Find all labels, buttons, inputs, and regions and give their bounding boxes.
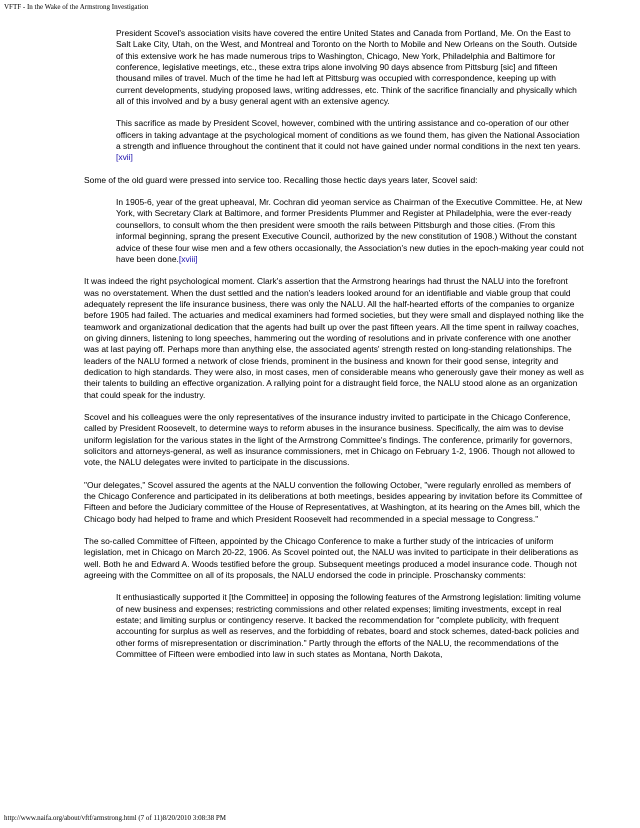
paragraph-old-guard: Some of the old guard were pressed into service too. Recalling those hectic days years later, Scovel said: [84, 174, 478, 185]
page-header: VFTF - In the Wake of the Armstrong Investigation [4, 3, 149, 11]
paragraph-psychological-moment: It was indeed the right psychological moment. Clark's assertion that the Armstrong hearings had thrust the NALU into the forefront was no overstatement. When the dust settled and the nation's leaders looked around for an identifiable and viable group that could adequately represent the life insurance business, there was only the NALU. All the half-hearted efforts of the companies to organize before 1905 had failed. The actuaries and medical examiners had formed societies, but they were small and displayed nothing like the teamwork and organizational dedication that the agents had built up over the past fifteen years. All the time spent in railway coaches, on giving dinners, listening to long speeches, hammering out the wording of resolutions and in private conference with one another was at last paying off. Perhaps more than anything else, the associated agents' strength rested on long-standing relationships. The leaders of the NALU formed a network of close friends, prominent in the business and known for their good sense, integrity and dedication to high standards. They were also, in most cases, men of considerable means who generously gave their money as well as their talents to building an effective organization. A rallying point for a distraught field force, the NALU stood alone as an organization that could speak for the industry. [84, 276, 584, 400]
paragraph-chicago-conference: Scovel and his colleagues were the only representatives of the insurance industry invited to participate in the Chicago Conference, called by President Roosevelt, to determine ways to reform abuses in the insurance business. Specifically, the aim was to devise uniform legislation for the various states in the light of the Armstrong Committee's findings. The conference, primarily for governors, solicitors and attorneys-general, as well as insurance commissioners, met in Chicago on February 1-2, 1906. Though not allowed to vote, the NALU delegates were invited to participate in the discussions. [84, 411, 575, 468]
article-body [84, 28, 584, 661]
quote-text: This sacrifice as made by President Scovel, however, combined with the untiring assistance and co-operation of our other officers in taking advantage at the psychological moment of conditions as we found them, has given the National Association a strength and influence throughout the continent that it could not have gained under normal conditions in the next ten years. [116, 118, 581, 152]
quote-text: In 1905-6, year of the great upheaval, Mr. Cochran did yeoman service as Chairman of the Executive Committee. He, at New York, with Secretary Clark at Baltimore, and former Presidents Plummer and Register at Philadelphia, were the ever-ready counsellors, to consult whom the then president were smooth the rails between Pittsburgh and those cities. (From this informal beginning, sprang the present Executive Council, authorized by the new constitution of 1908.) Without the constant advice of these four wise men and a few others occasionally, the Association's new duties in the epoch-making year could not have been done. [116, 197, 584, 264]
footnote-link-xvii[interactable]: [xvii] [116, 152, 133, 163]
paragraph-committee-of-fifteen: The so-called Committee of Fifteen, appointed by the Chicago Conference to make a further study of the intricacies of uniform legislation, met in Chicago on March 20-22, 1906. As Scovel pointed out, the NALU was invited to participate in their deliberations as well. Both he and Edward A. Woods testified before the group. Subsequent meetings produced a model insurance code. Though not agreeing with the Committee on all of its proposals, the NALU endorsed the code in principle. Proschansky comments: [84, 536, 579, 581]
page-footer-url: http://www.naifa.org/about/vftf/armstrong.html (7 of 11)8/20/2010 3:08:38 PM [4, 814, 226, 822]
block-quote-scovel-visits: President Scovel's association visits have covered the entire United States and Canada from Portland, Me. On the East to Salt Lake City, Utah, on the West, and Montreal and Toronto on the North to Mobile and New Orleans on the South. Outside of this extensive work he has made numerous trips to Washington, Chicago, New York, Philadelphia and Baltimore for conference, legislative meetings, etc., these extra trips alone involving 90 days absence from Pittsburg [sic] and fifteen thousand miles of travel. Much of the time he had left at Pittsburg was occupied with correspondence, keeping up with current developments, studying proposed laws, writing addresses, etc. Think of the sacrifice financially and physically which all of this involved and by a busy general agent with an extensive agency. [116, 28, 578, 107]
block-quote-sacrifice [116, 118, 584, 163]
block-quote-proschansky: It enthusiastically supported it [the Committee] in opposing the following features of the Armstrong legislation: limiting volume of new business and expenses; restricting commissions and other related expenses; limiting investments, except in real estate; and limiting surplus or contingency reserve. It backed the recommendation for "complete publicity, with frequent accounting for surplus as well as reserves, and the forbidding of rebates, board and stock schemes, dated-back policies and other forms of misrepresentation or discrimination." Partly through the efforts of the NALU, the recommendations of the Committee of Fifteen were embodied into law in such states as Montana, North Dakota, [116, 592, 581, 660]
footnote-link-xviii[interactable]: [xviii] [178, 253, 198, 264]
block-quote-cochran [116, 197, 584, 265]
paragraph-our-delegates: "Our delegates," Scovel assured the agents at the NALU convention the following October, "were regularly enrolled as members of the Chicago Conference and participated in its deliberations at both meetings, besides appearing by invitation before its Committee of Fifteen and before the Judiciary committee of the House of Representatives, at Washington, at its hearing on the Ames bill, which the Chicago body had helped to frame and which President Roosevelt had recommended in a special message to Congress." [84, 479, 583, 524]
